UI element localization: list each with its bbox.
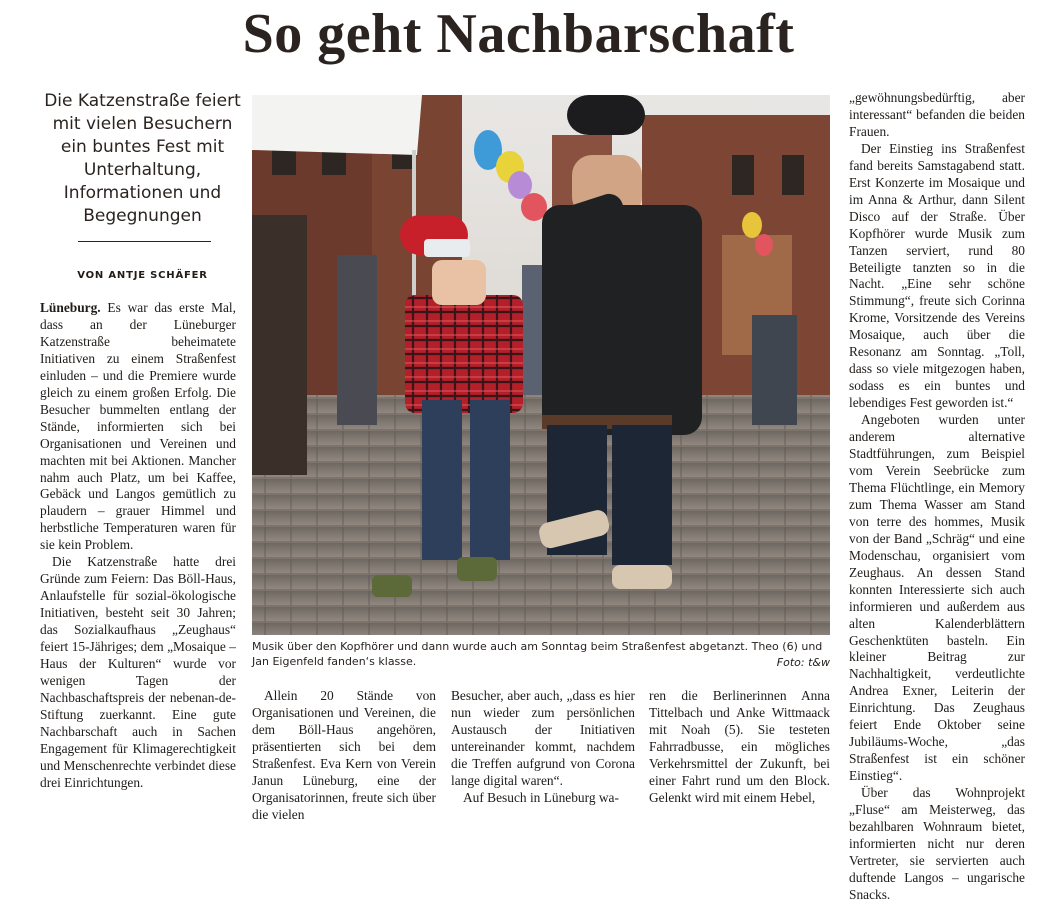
photo-dancers-illustration [252,95,830,635]
article-column-1 [40,300,236,792]
dateline: Lüneburg. [40,300,101,315]
article-column-4 [649,688,830,807]
paragraph: Der Einstieg ins Straßenfest fand bereits Samstagabend statt. Erst Konzerte im Mosaique und im Anna & Arthur, dann Silent Disco auf der Straße. Über Kopfhörer wurde Musik zum Tanzen serviert, rund 80 Beteiligte tanzten so in die Nacht. „Eine sehr schöne Stimmung“, freute sich Corinna Krome, Vorsitzende des Vereins Mosaique, auch über die Resonanz am Sonntag. „Toll, dass so viele mitgezogen haben, sodass es ein buntes und lebendiges Fest geworden ist.“ [849,140,1025,411]
paragraph: „gewöhnungsbedürftig, aber interessant“ befanden die beiden Frauen. [849,90,1025,139]
teaser: Die Katzenstraße feiert mit vielen Besuchern ein buntes Fest mit Unterhaltung, Informationen und Begegnungen [44,91,241,226]
article-column-5 [849,90,1025,904]
paragraph: Die Katzenstraße hatte drei Gründe zum Feiern: Das Böll-Haus, Anlaufstelle für sozial-ökologische Initiativen, besteht seit 30 Jahren; das Sozialkaufhaus „Zeughaus“ feiert 15-Jähriges; dem „Mosaique – Haus der Kulturen“ wurde vor wenigen Tagen der Nachbaschaftspreis der nebenan-de-Stiftung zuerkannt. Eine gute Nachbarschaft auch in Sachen Engagement für Klimagerechtigkeit und Menschenrechte verbindet diese drei Einrichtungen. [40,554,236,790]
paragraph: Auf Besuch in Lüneburg wa- [463,789,619,805]
paragraph: Besucher, aber auch, „dass es hier nun wieder zum persönlichen Austausch der Initiativen untereinander kommt, nachdem die Treffen aufgrund von Corona lange digital waren“. [451,688,635,788]
teaser-divider [78,241,211,242]
paragraph: Über das Wohnprojekt „Fluse“ am Meisterweg, das bezahlbaren Wohnraum bietet, informierten nicht nur deren Vertreter, sie servierten auch duftende Langos – ungarische Snacks. [849,785,1025,902]
headline: So geht Nachbarschaft [242,3,795,65]
article-column-3 [451,688,635,807]
byline: VON ANTJE SCHÄFER [77,270,208,281]
photo-caption: Musik über den Kopfhörer und dann wurde auch am Sonntag beim Straßenfest abgetanzt. Theo (6) und Jan Eigenfeld fanden‘s klasse. [252,640,823,668]
article-photo [252,95,830,635]
paragraph: ren die Berlinerinnen Anna Tittelbach und Anke Wittmaack mit Noah (5). Sie testeten Fahrradbusse, ein mögliches Verkehrsmittel der Zukunft, bei einer Fahrt rund um den Block. Gelenkt wird mit einem Hebel, [649,688,830,805]
paragraph [40,300,236,554]
paragraph: Angeboten wurden unter anderem alternative Stadtführungen, zum Beispiel vom Verein Seebrücke zum Thema Flüchtlinge, ein Memory zum Thema Wasser am Stand von terre des hommes, Musik von der Band „Schräg“ und eine Modenschau, organisiert vom Zeughaus. An dessen Stand konnten Interessierte sich auch informieren und außerdem aus alten Kalenderblättern Geschenktüten basteln. Ein kleiner Beitrag zur Nachhaltigkeit, verdeutlichte Andrea Exner, Leiterin der Einrichtung. Das Zeughaus feiert Ende Oktober seine Jubiläums-Woche, „das Straßenfest ist ein schöner Einstieg“. [849,412,1025,784]
paragraph: Allein 20 Stände von Organisationen und Vereinen, die dem Böll-Haus angehören, präsentierten sich bei dem Straßenfest. Eva Kern von Verein Janun Lüneburg, eine der Organisatorinnen, freute sich über die vielen [252,688,436,822]
paragraph-text: Es war das erste Mal, dass an der Lüneburger Katzenstraße beheimatete Initiativen zu einem Straßenfest einluden – und die Premiere wurde gleich zu einem großen Erfolg. Die Besucher bummelten entlang der Stände, informierten sich bei Organisationen und Vereinen und machten mit bei Aktionen. Mancher nahm auch Platz, um bei Kaffee, Gebäck und Langos gemütlich zu plaudern – grauer Himmel und herbstliche Temperaturen waren für sie kein Problem. [40,300,236,553]
article-column-2 [252,688,436,824]
photo-credit: Foto: t&w [776,656,830,669]
